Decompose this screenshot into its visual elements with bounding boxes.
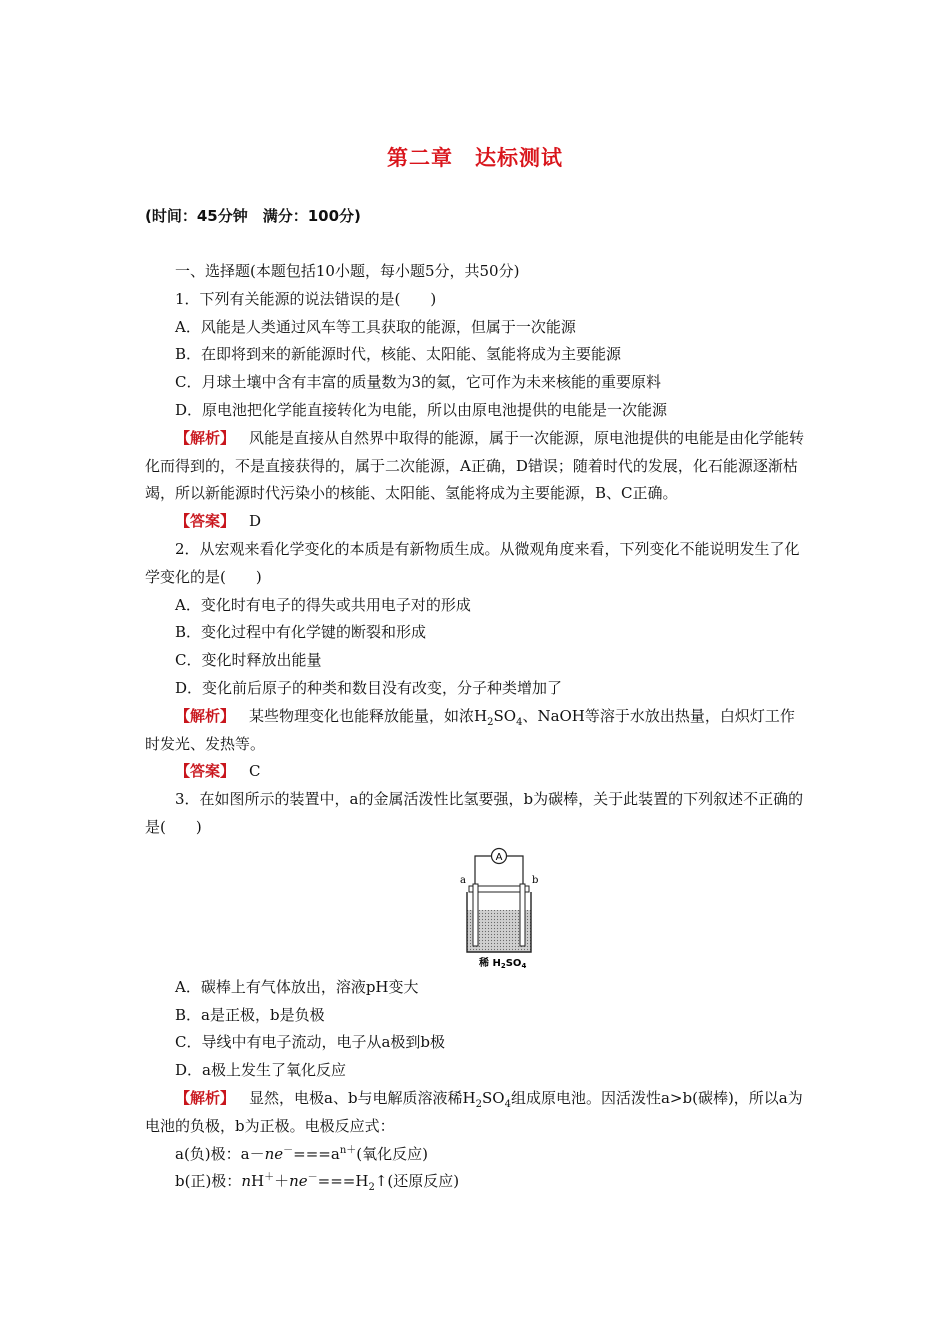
galvanic-cell-diagram: [457, 846, 543, 968]
q1-answer-text: D: [249, 512, 262, 531]
subscript: 4: [516, 716, 523, 728]
q3-stem: 3．在如图所示的装置中，a的金属活泼性比氢要强，b为碳棒，关于此装置的下列叙述不正确的是( ): [145, 790, 804, 836]
q2-option-b: B．变化过程中有化学键的断裂和形成: [175, 623, 427, 642]
eq-text: ===a: [293, 1144, 340, 1163]
q3-option-c: C．导线中有电子流动，电子从a极到b极: [175, 1033, 446, 1052]
q1-option-c: C．月球土壤中含有丰富的质量数为3的氦，它可作为未来核能的重要原料: [175, 373, 662, 392]
q2-option-d: D．变化前后原子的种类和数目没有改变，分子种类增加了: [175, 678, 563, 697]
analysis-tag: 【解析】: [175, 706, 236, 725]
electrode-a-label: a: [460, 874, 466, 886]
q1-analysis: [145, 425, 809, 508]
eq-var: n: [289, 1172, 299, 1191]
q3-equation-cathode: [145, 1168, 809, 1196]
eq-var: n: [264, 1144, 275, 1163]
q3-analysis-text-1: 显然，电极a、b与电解质溶液稀H: [249, 1088, 476, 1107]
eq-text: ＋: [274, 1172, 290, 1191]
subscript: 2: [368, 1182, 375, 1194]
q1-stem: 1．下列有关能源的说法错误的是( ): [175, 289, 437, 308]
answer-tag: 【答案】: [175, 512, 236, 531]
eq-text: H: [250, 1172, 265, 1191]
superscript: －: [307, 1172, 318, 1184]
exam-meta: (时间：45分钟 满分：100分): [145, 207, 361, 225]
galvanic-cell-figure: [145, 842, 809, 974]
eq-var: n: [241, 1172, 251, 1191]
subscript: 2: [487, 716, 494, 728]
eq-text: ↑(还原反应): [374, 1172, 460, 1191]
eq-text: ===H: [317, 1172, 369, 1191]
electrode-b: [520, 884, 525, 946]
subscript: 2: [475, 1098, 483, 1110]
q2-analysis-text-2: SO: [493, 706, 517, 725]
doc-body: [145, 258, 809, 1196]
q3-option-a: A．碳棒上有气体放出，溶液pH变大: [175, 977, 419, 996]
q3-analysis-text-3: 组成原电池。因活泼性a>b(碳棒)，所以a为电池的负极，b为正极。电极反应式：: [145, 1088, 803, 1135]
q1-option-d: D．原电池把化学能直接转化为电能，所以由原电池提供的电能是一次能源: [175, 400, 668, 419]
q2-analysis: [145, 703, 809, 759]
q3-analysis-text-2: SO: [482, 1088, 505, 1107]
q2-answer: [145, 758, 809, 786]
eq-text: a(负)极：a－: [175, 1144, 265, 1163]
q2-stem: 2．从宏观来看化学变化的本质是有新物质生成。从微观角度来看，下列变化不能说明发生了化学变化的是( ): [145, 539, 800, 586]
q3-option-b: B．a是正极，b是负极: [175, 1005, 325, 1024]
answer-tag: 【答案】: [175, 762, 236, 781]
q2-option-c: C．变化时释放出能量: [175, 651, 322, 670]
figure-caption: 稀 $H_2SO_4$: [479, 957, 527, 968]
doc-title: 第二章 达标测试: [387, 146, 563, 170]
q2-answer-text: C: [249, 762, 261, 781]
superscript: n＋: [339, 1144, 357, 1156]
analysis-tag: 【解析】: [175, 1088, 236, 1107]
q3-option-d: D．a极上发生了氧化反应: [175, 1061, 346, 1080]
q1-option-b: B．在即将到来的新能源时代，核能、太阳能、氢能将成为主要能源: [175, 345, 622, 364]
q2-option-a: A．变化时有电子的得失或共用电子对的形成: [175, 595, 471, 614]
eq-var: e: [298, 1172, 308, 1191]
subscript: 4: [504, 1098, 511, 1110]
q1-answer: [145, 508, 809, 536]
analysis-tag: 【解析】: [175, 428, 236, 447]
superscript: ＋: [264, 1172, 275, 1184]
eq-text: (氧化反应): [356, 1144, 428, 1163]
electrode-b-label: b: [532, 874, 539, 886]
section-heading: 一、选择题(本题包括10小题，每小题5分，共50分): [175, 262, 520, 280]
superscript: －: [283, 1144, 294, 1156]
ammeter-label: A: [495, 851, 503, 863]
q2-analysis-text-3: 、NaOH等溶于水放出热量，白炽灯工作时发光、发热等。: [145, 706, 795, 753]
q2-analysis-text-1: 某些物理变化也能释放能量，如浓H: [249, 706, 488, 725]
eq-var: e: [274, 1144, 284, 1163]
q1-option-a: A．风能是人类通过风车等工具获取的能源，但属于一次能源: [175, 317, 576, 336]
electrode-a: [473, 884, 478, 946]
q3-equation-anode: [145, 1141, 809, 1169]
q1-analysis-text: 风能是直接从自然界中取得的能源，属于一次能源，原电池提供的电能是由化学能转化而得到的，不是直接获得的，属于二次能源，A正确，D错误；随着时代的发展，化石能源逐渐枯竭，所以新能源时代污染小的核能、太阳能、氢能将成为主要能源，B、C正确。: [145, 428, 805, 503]
q3-analysis: [145, 1085, 809, 1141]
eq-text: b(正)极：: [175, 1172, 242, 1191]
